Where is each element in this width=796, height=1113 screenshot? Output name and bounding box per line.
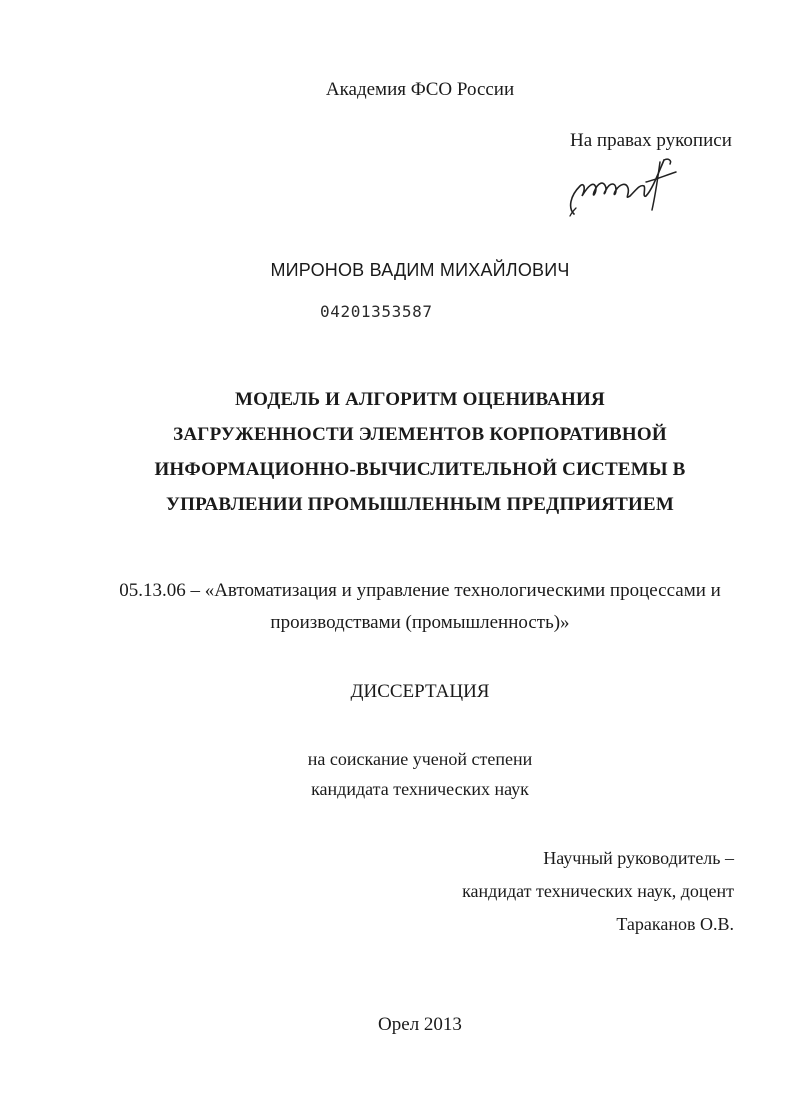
supervisor-block: [462, 842, 734, 941]
specialty-line: 05.13.06 – «Автоматизация и управление технологическими процессами и: [119, 580, 721, 601]
place-and-year: Орел 2013: [378, 1014, 462, 1035]
title-line: МОДЕЛЬ И АЛГОРИТМ ОЦЕНИВАНИЯ: [235, 389, 605, 410]
degree-statement: [0, 744, 796, 804]
title-line: УПРАВЛЕНИИ ПРОМЫШЛЕННЫМ ПРЕДПРИЯТИЕМ: [166, 494, 674, 515]
dissertation-title: [0, 382, 796, 522]
work-type: ДИССЕРТАЦИЯ: [350, 681, 490, 702]
title-line: ИНФОРМАЦИОННО-ВЫЧИСЛИТЕЛЬНОЙ СИСТЕМЫ В: [154, 459, 686, 480]
degree-line: на соискание ученой степени: [307, 749, 533, 769]
registration-number: 04201353587: [320, 302, 433, 321]
degree-line: кандидата технических наук: [311, 779, 529, 799]
specialty-code: [0, 575, 796, 639]
specialty-line: производствами (промышленность)»: [270, 612, 570, 633]
author-signature: [560, 152, 690, 222]
author-name: МИРОНОВ ВАДИМ МИХАЙЛОВИЧ: [270, 260, 570, 280]
institution-name: Академия ФСО России: [325, 79, 515, 100]
supervisor-name: Тараканов О.В.: [616, 914, 734, 934]
supervisor-role: Научный руководитель –: [543, 848, 734, 868]
title-line: ЗАГРУЖЕННОСТИ ЭЛЕМЕНТОВ КОРПОРАТИВНОЙ: [173, 424, 667, 445]
manuscript-rights-note: На правах рукописи: [570, 130, 732, 151]
supervisor-credentials: кандидат технических наук, доцент: [462, 881, 734, 901]
